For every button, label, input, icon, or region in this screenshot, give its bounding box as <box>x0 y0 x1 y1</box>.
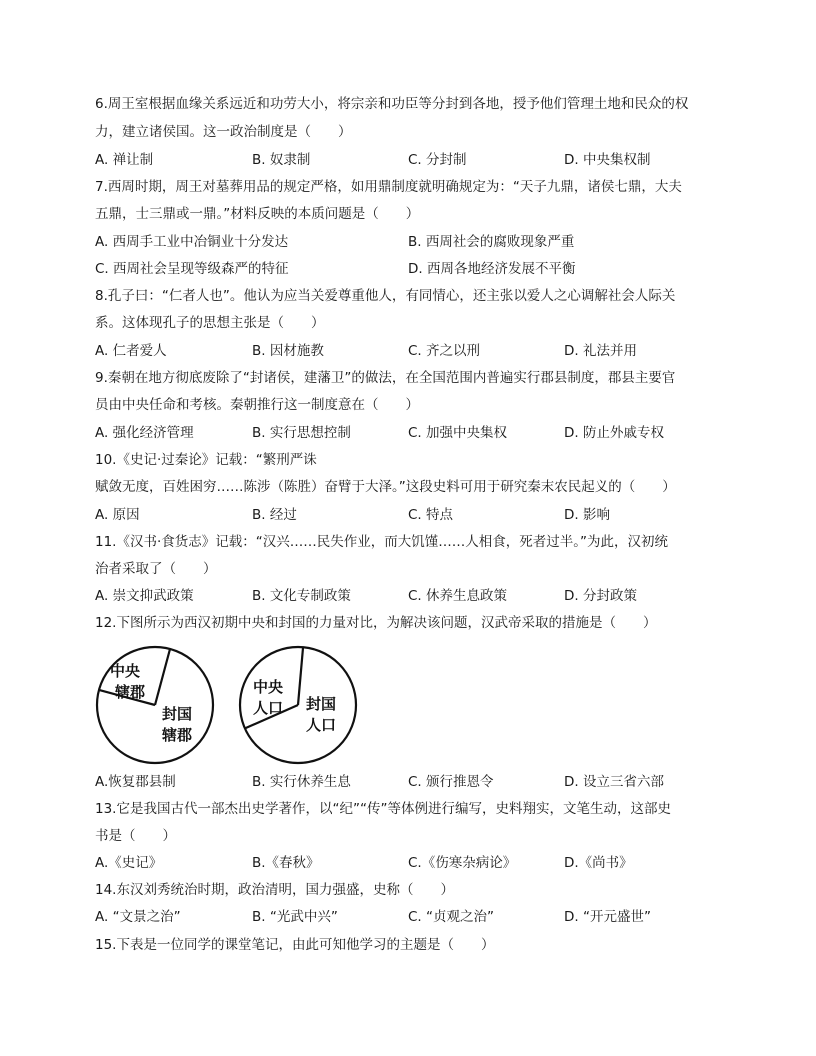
q12-option-c: C. 颁行推恩令 <box>408 774 494 790</box>
q11-stem-line1: 11.《汉书·食货志》记载：“汉兴……民失作业，而大饥馑……人相食，死者过半。”为此，汉初统 <box>95 534 668 550</box>
q12-option-a: A.恢复郡县制 <box>95 774 176 790</box>
q7-option-d: D. 西周各地经济发展不平衡 <box>408 261 576 277</box>
q13-stem-line1: 13.它是我国古代一部杰出史学著作，以“纪”“传”等体例进行编写，史料翔实，文笔生动，这部史 <box>95 801 671 817</box>
q10-option-d: D. 影响 <box>564 507 610 523</box>
q13-stem-line2: 书是（ ） <box>95 828 176 844</box>
q14-option-b: B. “光武中兴” <box>252 909 338 925</box>
pie-population-divider-top <box>298 647 303 705</box>
q10-option-a: A. 原因 <box>95 507 140 523</box>
pie-commanderies <box>97 647 213 763</box>
q6-option-a: A. 禅让制 <box>95 152 154 168</box>
q8-option-a: A. 仁者爱人 <box>95 343 167 359</box>
q7-stem-line2: 五鼎，士三鼎或一鼎。”材料反映的本质问题是（ ） <box>95 206 420 222</box>
q9-option-b: B. 实行思想控制 <box>252 425 351 441</box>
q10-option-b: B. 经过 <box>252 507 297 523</box>
q14-option-c: C. “贞观之治” <box>408 909 494 925</box>
q9-option-c: C. 加强中央集权 <box>408 425 508 441</box>
pie-commanderies-central-label-2: 辖郡 <box>115 683 146 701</box>
pie-population <box>240 647 356 763</box>
pie-population-fief-label-2: 人口 <box>306 716 337 734</box>
q9-stem-line1: 9.秦朝在地方彻底废除了“封诸侯，建藩卫”的做法，在全国范围内普遍实行郡县制度，郡县主要官 <box>95 370 676 386</box>
pie-commanderies-central-label-1: 中央 <box>110 662 141 680</box>
q6-option-c: C. 分封制 <box>408 152 467 168</box>
pie-commanderies-divider-top <box>155 649 170 705</box>
q11-option-d: D. 分封政策 <box>564 588 637 604</box>
q13-option-d: D.《尚书》 <box>564 855 633 871</box>
q6-option-d: D. 中央集权制 <box>564 152 651 168</box>
q11-option-b: B. 文化专制政策 <box>252 588 351 604</box>
q7-option-c: C. 西周社会呈现等级森严的特征 <box>95 261 289 277</box>
q8-option-d: D. 礼法并用 <box>564 343 637 359</box>
q15-stem-line1: 15.下表是一位同学的课堂笔记，由此可知他学习的主题是（ ） <box>95 937 495 953</box>
q8-option-b: B. 因材施教 <box>252 343 324 359</box>
q10-option-c: C. 特点 <box>408 507 454 523</box>
pie-commanderies-fief-label-2: 辖郡 <box>162 726 193 744</box>
q13-option-c: C.《伤寒杂病论》 <box>408 855 517 871</box>
pie-population-central-label-1: 中央 <box>253 678 284 696</box>
q10-stem-line2: 赋敛无度，百姓困穷……陈涉（陈胜）奋臂于大泽。”这段史料可用于研究秦末农民起义的（ ） <box>95 479 676 495</box>
q8-stem-line1: 8.孔子曰：“仁者人也”。他认为应当关爱尊重他人，有同情心，还主张以爱人之心调解社会人际关 <box>95 288 676 304</box>
pie-commanderies-fief-label-1: 封国 <box>162 705 193 723</box>
q8-option-c: C. 齐之以刑 <box>408 343 481 359</box>
pie-population-fief-label-1: 封国 <box>306 695 337 713</box>
q7-option-a: A. 西周手工业中冶铜业十分发达 <box>95 234 289 250</box>
q12-option-d: D. 设立三省六部 <box>564 774 664 790</box>
q12-stem-line1: 12.下图所示为西汉初期中央和封国的力量对比，为解决该问题，汉武帝采取的措施是（ ） <box>95 615 657 631</box>
q11-stem-line2: 治者采取了（ ） <box>95 561 217 577</box>
q13-option-a: A.《史记》 <box>95 855 163 871</box>
q10-stem-line1: 10.《史记·过秦论》记载：“繁刑严诛 <box>95 452 317 468</box>
pie-population-central-label-2: 人口 <box>253 699 284 717</box>
q9-option-d: D. 防止外戚专权 <box>564 425 664 441</box>
q14-stem-line1: 14.东汉刘秀统治时期，政治清明，国力强盛，史称（ ） <box>95 882 454 898</box>
q8-stem-line2: 系。这体现孔子的思想主张是（ ） <box>95 315 325 331</box>
q14-option-d: D. “开元盛世” <box>564 909 651 925</box>
q12-option-b: B. 实行休养生息 <box>252 774 351 790</box>
q9-option-a: A. 强化经济管理 <box>95 425 194 441</box>
q11-option-c: C. 休养生息政策 <box>408 588 508 604</box>
q14-option-a: A. “文景之治” <box>95 909 181 925</box>
q6-option-b: B. 奴隶制 <box>252 152 311 168</box>
q7-option-b: B. 西周社会的腐败现象严重 <box>408 234 575 250</box>
q6-stem-line1: 6.周王室根据血缘关系远近和功劳大小，将宗亲和功臣等分封到各地，授予他们管理土地和民众的权 <box>95 96 689 112</box>
q7-stem-line1: 7.西周时期，周王对墓葬用品的规定严格，如用鼎制度就明确规定为：“天子九鼎，诸侯七鼎，大夫 <box>95 179 682 195</box>
q13-option-b: B.《春秋》 <box>252 855 320 871</box>
q11-option-a: A. 崇文抑武政策 <box>95 588 194 604</box>
q12-pie-charts <box>90 640 390 770</box>
q9-stem-line2: 员由中央任命和考核。秦朝推行这一制度意在（ ） <box>95 397 419 413</box>
q6-stem-line2: 力，建立诸侯国。这一政治制度是（ ） <box>95 124 352 140</box>
